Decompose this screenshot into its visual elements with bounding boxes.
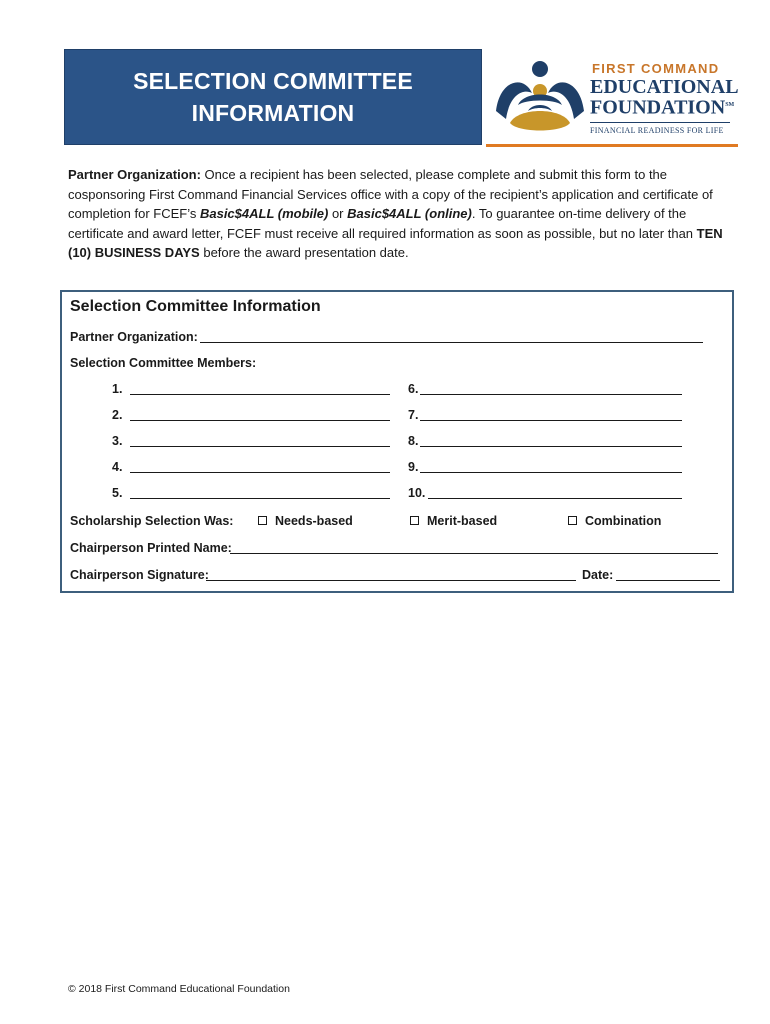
member-3-field[interactable] xyxy=(130,432,390,447)
intro-paragraph xyxy=(68,165,738,263)
page-title-line2: INFORMATION xyxy=(191,100,355,126)
member-number: 5. xyxy=(112,486,123,500)
logo-line-foundation xyxy=(586,96,738,117)
logo-service-mark: SM xyxy=(725,102,735,108)
logo-tagline: FINANCIAL READINESS FOR LIFE xyxy=(590,122,730,135)
selection-committee-form xyxy=(60,290,734,593)
logo-wordmark xyxy=(586,49,738,135)
member-number: 2. xyxy=(112,408,123,422)
date-label: Date: xyxy=(582,568,614,582)
checkbox-square-icon xyxy=(568,516,577,525)
member-9-field[interactable] xyxy=(420,458,682,473)
chair-name-label: Chairperson Printed Name: xyxy=(70,541,232,555)
chair-signature-field[interactable] xyxy=(206,566,576,581)
intro-text-3: before the award presentation date. xyxy=(199,245,409,260)
merit-based-label: Merit-based xyxy=(427,514,498,528)
member-4-field[interactable] xyxy=(130,458,390,473)
member-number: 6. xyxy=(408,382,419,396)
intro-or: or xyxy=(328,206,348,221)
combination-label: Combination xyxy=(585,514,662,528)
copyright-footer: © 2018 First Command Educational Foundation xyxy=(68,983,290,995)
program-mobile: Basic$4ALL (mobile) xyxy=(199,206,329,221)
header-orange-rule xyxy=(486,144,738,147)
checkbox-square-icon xyxy=(258,516,267,525)
title-banner xyxy=(64,49,482,145)
logo-emblem-icon xyxy=(488,49,588,143)
needs-based-checkbox[interactable] xyxy=(258,514,353,528)
member-10-field[interactable] xyxy=(428,484,682,499)
intro-lead-label: Partner Organization: xyxy=(68,167,201,182)
intro-text-2: . To guarantee on-time delivery of the certificate and award letter, FCEF must receive all required information as soon as possible, but no later than xyxy=(68,206,697,241)
checkbox-square-icon xyxy=(410,516,419,525)
partner-org-label: Partner Organization: xyxy=(70,330,198,344)
program-online: Basic$4ALL (online) xyxy=(347,206,472,221)
member-number: 7. xyxy=(408,408,419,422)
member-number: 8. xyxy=(408,434,419,448)
member-1-field[interactable] xyxy=(130,380,390,395)
combination-checkbox[interactable] xyxy=(568,514,661,528)
member-6-field[interactable] xyxy=(420,380,682,395)
member-number: 3. xyxy=(112,434,123,448)
member-number: 4. xyxy=(112,460,123,474)
chair-name-field[interactable] xyxy=(230,539,718,554)
deadline-text: TEN (10) BUSINESS DAYS xyxy=(68,225,723,260)
member-number: 9. xyxy=(408,460,419,474)
logo-line-first-command: FIRST COMMAND xyxy=(592,61,720,76)
needs-based-label: Needs-based xyxy=(275,514,353,528)
partner-org-field[interactable] xyxy=(200,328,703,343)
member-8-field[interactable] xyxy=(420,432,682,447)
page-title-line1: SELECTION COMMITTEE xyxy=(133,68,413,94)
chair-signature-label: Chairperson Signature: xyxy=(70,568,209,582)
logo-foundation-word: FOUNDATION xyxy=(590,96,726,119)
member-number: 10. xyxy=(408,486,426,500)
member-5-field[interactable] xyxy=(130,484,390,499)
selection-type-label: Scholarship Selection Was: xyxy=(70,514,234,528)
foundation-logo xyxy=(488,49,740,143)
members-label: Selection Committee Members: xyxy=(70,356,257,370)
member-number: 1. xyxy=(112,382,123,396)
intro-text-1: Once a recipient has been selected, please complete and submit this form to the cosponsoring First Command Financial Services office with a copy of the recipient’s application and certificate of completion for FCEF’s xyxy=(68,167,713,221)
merit-based-checkbox[interactable] xyxy=(410,514,497,528)
date-field[interactable] xyxy=(616,566,720,581)
logo-line-educational: EDUCATIONAL xyxy=(590,76,739,98)
form-section-title: Selection Committee Information xyxy=(70,298,321,315)
member-7-field[interactable] xyxy=(420,406,682,421)
member-2-field[interactable] xyxy=(130,406,390,421)
